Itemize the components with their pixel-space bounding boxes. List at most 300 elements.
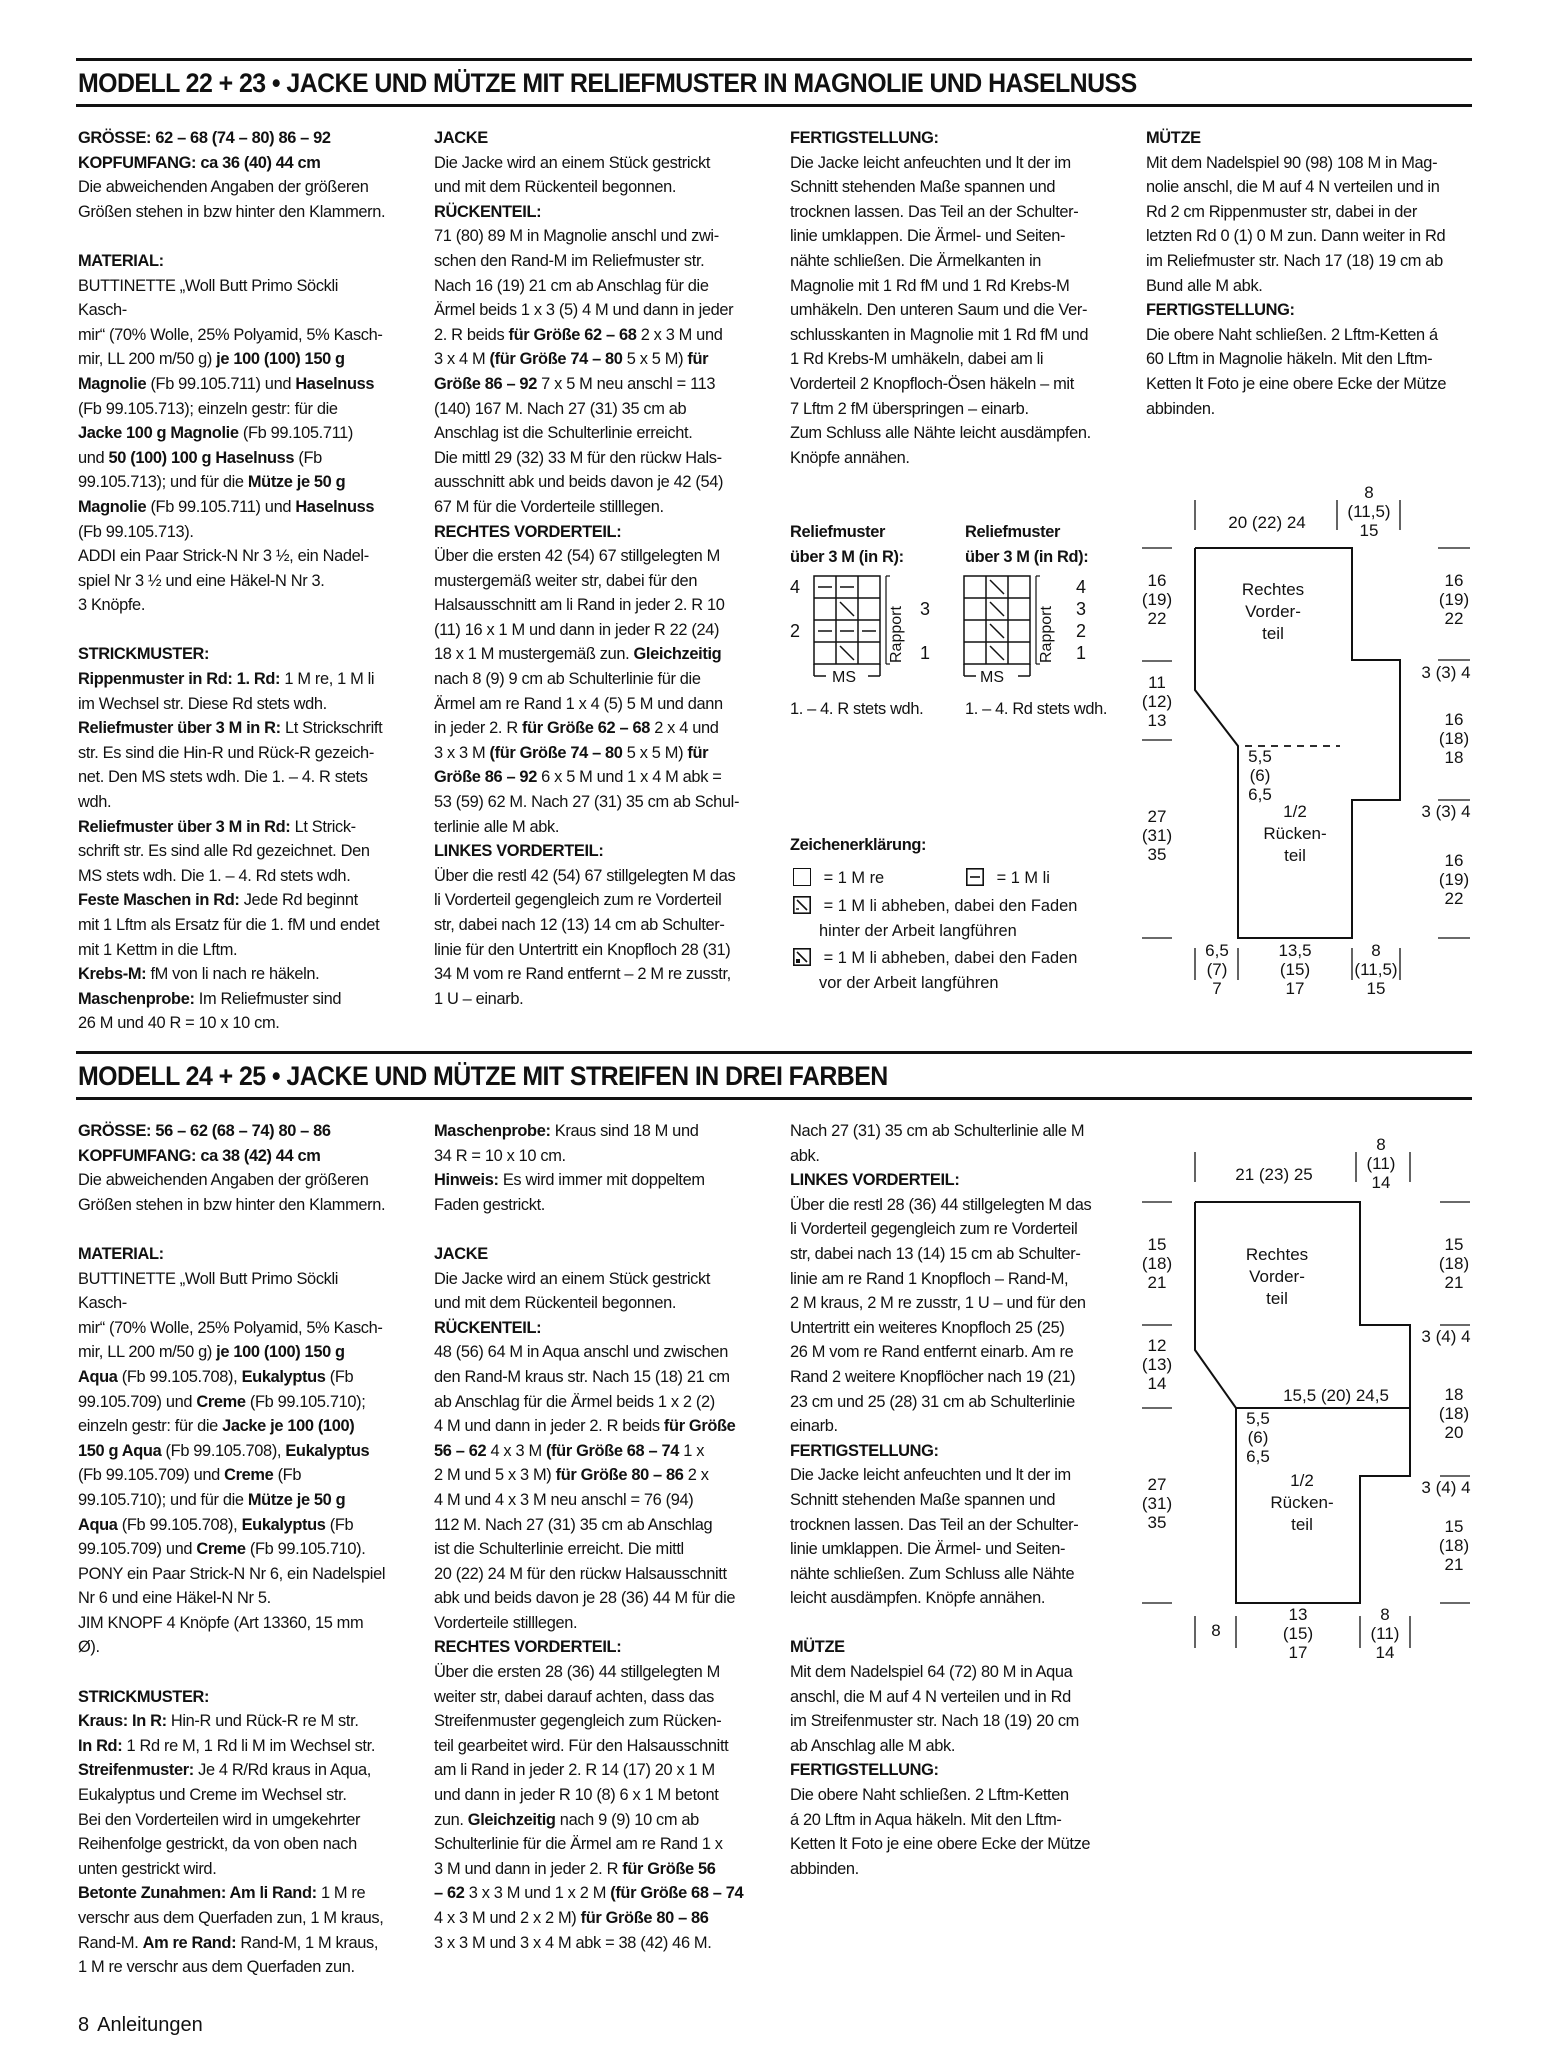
body-text: ADDI ein Paar Strick-N Nr 3 ½, ein Nadel-	[78, 547, 369, 566]
body-text: (Fb	[325, 1515, 354, 1534]
bold-text: Streifenmuster:	[78, 1761, 194, 1780]
text-line	[78, 1390, 388, 1415]
text-line	[434, 1660, 746, 1685]
text-line	[78, 1635, 388, 1660]
text-line	[78, 126, 388, 151]
body-text: nähte schließen. Die Ärmelkanten in	[790, 251, 1042, 270]
dim-bottom-2: 17	[1288, 1643, 1308, 1662]
dim-right-small-2: 3 (4) 4	[1421, 1478, 1471, 1497]
bold-text: für Größe	[663, 1417, 736, 1436]
body-text: Rand-M.	[78, 1933, 143, 1952]
text-line	[1146, 151, 1458, 176]
body-text: einarb.	[790, 1417, 838, 1436]
text-line	[78, 987, 388, 1012]
body-text: nolie anschl, die M auf 4 N verteilen und in	[1146, 178, 1440, 197]
text-line	[434, 913, 746, 938]
text-line	[790, 421, 1102, 446]
text-line	[434, 1144, 746, 1169]
legend-item-hinter	[793, 894, 1077, 943]
body-text: 7 Lftm 2 fM überspringen – einarb.	[790, 399, 1029, 418]
bold-text: Eukalyptus	[285, 1441, 370, 1460]
legend-title: Zeichenerklärung:	[790, 836, 927, 854]
body-text: 6 x 5 M und 1 x 4 M abk =	[536, 768, 722, 787]
dim-bottom-2: 17	[1285, 979, 1305, 998]
body-text: Rand-M, 1 M kraus,	[236, 1933, 379, 1952]
body-text: schen den Rand-M im Reliefmuster str.	[434, 251, 705, 270]
text-line	[434, 1931, 746, 1956]
text-line	[78, 1316, 388, 1341]
text-line	[78, 249, 388, 274]
body-text: schrift str. Es sind alle Rd gezeichnet. Den	[78, 842, 370, 861]
text-line	[790, 1365, 1102, 1390]
text-line	[434, 1635, 746, 1660]
text-line	[790, 249, 1102, 274]
body-text: ab Anschlag für die Ärmel beids 1 x 2 (2)	[434, 1392, 715, 1411]
bold-text: Rippenmuster in Rd: 1. Rd:	[78, 670, 281, 689]
text-line	[434, 1463, 746, 1488]
body-text: 34 M vom re Rand entfernt – 2 M re zusstr,	[434, 965, 731, 984]
text-line	[78, 913, 388, 938]
body-text: Hin-R und Rück-R re M str.	[166, 1712, 359, 1731]
text-line	[434, 1390, 746, 1415]
text-line	[434, 1513, 746, 1538]
text-line	[434, 1340, 746, 1365]
bold-text: Gleichzeitig	[633, 645, 722, 664]
body-text: Faden gestrickt.	[434, 1195, 546, 1214]
body-text: Magnolie mit 1 Rd fM und 1 Rd Krebs-M	[790, 276, 1070, 295]
text-line	[78, 1832, 388, 1857]
text-line	[790, 1857, 1102, 1882]
bold-text: JACKE	[434, 1244, 488, 1263]
back-piece-label: 1/2	[1290, 1471, 1314, 1490]
dim-left-1: 22	[1147, 609, 1167, 628]
column-jacke	[434, 1119, 746, 1955]
front-piece-label: Rechtes	[1241, 580, 1305, 599]
body-text: 53 (59) 62 M. Nach 27 (31) 35 cm ab Schul-	[434, 793, 740, 812]
body-text: 1 Rd Krebs-M umhäkeln, dabei am li	[790, 350, 1044, 369]
bold-text: MÜTZE	[790, 1638, 845, 1657]
body-text: Über die restl 42 (54) 67 stillgelegten M das	[434, 866, 736, 885]
column-linkes-vorderteil-muetze	[790, 1119, 1102, 1881]
bold-text: GRÖSSE: 56 – 62 (68 – 74) 80 – 86	[78, 1122, 331, 1140]
legend-item-li	[966, 868, 1050, 888]
dim-bottom-2: (15)	[1279, 960, 1311, 979]
text-line	[434, 1365, 746, 1390]
text-line	[434, 1193, 746, 1218]
text-line	[790, 1808, 1102, 1833]
body-text: 5 x 5 M)	[622, 350, 688, 369]
text-line	[78, 1193, 388, 1218]
bold-text: Reliefmuster über 3 M in R:	[78, 719, 281, 738]
bold-text: LINKES VORDERTEIL:	[790, 1171, 960, 1190]
text-line	[78, 1119, 388, 1144]
text-line	[434, 249, 746, 274]
text-line	[434, 1734, 746, 1759]
text-line	[78, 1734, 388, 1759]
body-text: teil gearbeitet wird. Für den Halsausschnitt	[434, 1736, 729, 1755]
dim-left-3: 27	[1147, 807, 1167, 826]
text-line	[1146, 323, 1458, 348]
bold-text: Größe 86 – 92	[434, 374, 537, 393]
back-piece-label: Rücken-	[1263, 824, 1327, 843]
bold-text: Am re Rand:	[142, 1933, 237, 1952]
dim-bottom-3: 8	[1380, 1605, 1390, 1624]
chart-title-line: über 3 M (in Rd):	[965, 547, 1089, 566]
text-line	[434, 741, 746, 766]
bold-text: Magnolie	[78, 374, 147, 393]
legend-item-vor	[793, 946, 1077, 995]
body-text: Ärmel beids 1 x 3 (5) 4 M und dann in jeder	[434, 301, 734, 320]
section-heading-modell-22-23: MODELL 22 + 23 • JACKE UND MÜTZE MIT RELIEFMUSTER IN MAGNOLIE UND HASELNUSS	[78, 68, 1137, 98]
body-text: 4 M und 4 x 3 M neu anschl = 76 (94)	[434, 1490, 694, 1509]
dim-left-3: 27	[1147, 1475, 1167, 1494]
top-rule	[76, 58, 1472, 61]
text-line	[1146, 372, 1458, 397]
body-text: Anschlag ist die Schulterlinie erreicht.	[434, 424, 693, 443]
chart1-rapport-label: Rapport	[888, 606, 905, 663]
text-line	[434, 987, 746, 1012]
bold-text: Aqua	[78, 1515, 118, 1534]
text-line	[78, 274, 388, 323]
footer-label: Anleitungen	[97, 2014, 203, 2036]
body-text: und mit dem Rückenteil begonnen.	[434, 178, 677, 197]
body-text: mir“ (70% Wolle, 25% Polyamid, 5% Kasch-	[78, 325, 383, 344]
dim-right-2: 20	[1444, 1423, 1464, 1442]
text-line	[434, 520, 746, 545]
text-line	[1146, 298, 1458, 323]
front-piece-label: Rechtes	[1245, 1245, 1309, 1264]
text-line	[78, 1857, 388, 1882]
page-number: 8	[78, 2014, 90, 2036]
body-text: 99.105.713); und für die	[78, 473, 248, 492]
dim-left-2: 12	[1147, 1336, 1167, 1355]
body-text: li Vorderteil gegengleich zum re Vorderteil	[790, 1220, 1078, 1239]
body-text: Schulterlinie für die Ärmel am re Rand 1 x	[434, 1835, 723, 1854]
body-text: im Wechsel str. Diese Rd stets wdh.	[78, 694, 327, 713]
text-line	[790, 1316, 1102, 1341]
bold-text: für Größe 80 – 86	[580, 1909, 709, 1927]
text-line	[434, 397, 746, 422]
text-line	[434, 1881, 746, 1906]
text-line	[790, 1390, 1102, 1415]
front-piece-label: teil	[1266, 1289, 1288, 1308]
text-line	[434, 274, 746, 299]
section-rule	[76, 1051, 1472, 1054]
body-text: Die Jacke wird an einem Stück gestrickt	[434, 153, 711, 172]
text-line	[434, 569, 746, 594]
dim-right-small-2: 3 (3) 4	[1421, 802, 1471, 821]
text-line	[434, 1562, 746, 1587]
body-text: JIM KNOPF 4 Knöpfe (Art 13360, 15 mm	[78, 1613, 364, 1632]
dim-top-right: 8	[1364, 483, 1374, 502]
column-fertigstellung	[790, 126, 1102, 470]
body-text: abbinden.	[790, 1859, 859, 1878]
text-line	[78, 569, 388, 594]
text-line	[1146, 175, 1458, 200]
text-line	[790, 175, 1102, 200]
body-text: (Fb 99.105.708),	[117, 1515, 242, 1534]
body-text: mir, LL 200 m/50 g)	[78, 350, 217, 369]
text-line	[790, 1119, 1102, 1144]
bold-text: je 100 (100) 150 g	[216, 350, 345, 369]
body-text: 3 Knöpfe.	[78, 596, 146, 615]
text-line	[78, 1144, 388, 1169]
dim-top-right: 14	[1371, 1173, 1391, 1192]
bold-text: (für Größe 68 – 74	[610, 1884, 744, 1903]
text-line	[790, 1217, 1102, 1242]
back-piece-label: teil	[1291, 1515, 1313, 1534]
dim-right-1: 16	[1444, 571, 1464, 590]
body-text: (Fb	[325, 1367, 354, 1386]
bold-text: Magnolie	[78, 497, 147, 516]
bold-text: STRICKMUSTER:	[78, 645, 210, 664]
body-text: Ketten lt Foto je eine obere Ecke der Mütze	[1146, 374, 1447, 393]
body-text: mit 1 Kettm in die Lftm.	[78, 940, 238, 959]
legend-text: = 1 M li abheben, dabei den Faden	[823, 897, 1078, 915]
dim-right-2: 16	[1444, 710, 1464, 729]
text-line	[790, 1586, 1102, 1611]
body-text: Bei den Vorderteilen wird in umgekehrter	[78, 1810, 361, 1829]
body-text: 26 M vom re Rand entfernt einarb. Am re	[790, 1343, 1074, 1362]
body-text: verschr aus dem Querfaden zun, 1 M kraus,	[78, 1909, 384, 1927]
body-text: Knöpfe annähen.	[790, 448, 910, 467]
body-text: 3 M und dann in jeder 2. R	[434, 1859, 623, 1878]
text-line	[78, 470, 388, 495]
body-text: (Fb 99.105.710);	[245, 1392, 366, 1411]
text-line	[790, 274, 1102, 299]
text-line	[434, 1685, 746, 1710]
body-text: li Vorderteil gegengleich zum re Vorderteil	[434, 891, 722, 910]
body-text: Es wird immer mit doppeltem	[498, 1171, 705, 1190]
back-piece-label: 1/2	[1283, 802, 1307, 821]
text-line	[434, 1267, 746, 1292]
bold-text: für Größe 56	[622, 1859, 716, 1878]
text-line	[78, 1537, 388, 1562]
text-line	[790, 1242, 1102, 1267]
body-text: Über die ersten 28 (36) 44 stillgelegten M	[434, 1663, 720, 1682]
chart2-grid	[964, 576, 1030, 676]
dim-bottom-1: 7	[1212, 979, 1222, 998]
bold-text: 56 – 62	[434, 1441, 487, 1460]
text-line	[790, 1709, 1102, 1734]
body-text: 4 M und dann in jeder 2. R beids	[434, 1417, 664, 1436]
chart2-row-number: 3	[1076, 599, 1087, 619]
dim-left-1: (18)	[1141, 1254, 1173, 1273]
dim-top-right: 8	[1376, 1135, 1386, 1154]
body-text: MS stets wdh. Die 1. – 4. Rd stets wdh.	[78, 866, 351, 885]
body-text: Ø).	[78, 1638, 100, 1657]
body-text: Reihenfolge gestrickt, da von oben nach	[78, 1835, 357, 1854]
dim-right-2: 18	[1444, 748, 1464, 767]
body-text: 112 M. Nach 27 (31) 35 cm ab Anschlag	[434, 1515, 713, 1534]
body-text: unten gestrickt wird.	[78, 1859, 217, 1878]
text-line	[78, 839, 388, 864]
body-text: mir, LL 200 m/50 g)	[78, 1343, 217, 1362]
bold-text: FERTIGSTELLUNG:	[790, 1441, 939, 1460]
text-line	[1146, 397, 1458, 422]
body-text: Über die restl 28 (36) 44 stillgelegten M das	[790, 1195, 1092, 1214]
text-line	[790, 1832, 1102, 1857]
legend-text: = 1 M li	[996, 869, 1050, 887]
body-text: BUTTINETTE „Woll Butt Primo Söckli Kasch-	[78, 276, 339, 320]
text-line	[434, 692, 746, 717]
body-text: 99.105.709) und	[78, 1392, 197, 1411]
bold-text: MATERIAL:	[78, 251, 164, 270]
text-line	[434, 716, 746, 741]
body-text: Lt Strick-	[290, 817, 356, 836]
body-text: Nr 6 und eine Häkel-N Nr 5.	[78, 1589, 271, 1608]
body-text: spiel Nr 3 ½ und eine Häkel-N Nr 3.	[78, 571, 325, 590]
front-piece-label: Vorder-	[1245, 602, 1301, 621]
body-text: 2 M und 5 x 3 M)	[434, 1466, 556, 1485]
body-text: und dann in jeder R 10 (8) 6 x 1 M betont	[434, 1786, 719, 1805]
bold-text: KOPFUMFANG: ca 38 (42) 44 cm	[78, 1146, 321, 1165]
body-text: 2 x 4 und	[650, 719, 719, 738]
bold-text: Eukalyptus	[241, 1515, 326, 1534]
text-line	[434, 495, 746, 520]
body-text: ist die Schulterlinie erreicht. Die mittl	[434, 1540, 684, 1559]
body-text: 99.105.709) und	[78, 1540, 197, 1559]
text-line	[78, 397, 388, 422]
chart1-row-number: 1	[920, 643, 931, 663]
bold-text: Hinweis:	[434, 1171, 499, 1190]
body-text: 60 Lftm in Magnolie häkeln. Mit den Lftm-	[1146, 350, 1433, 369]
body-text: (Fb 99.105.710).	[245, 1540, 366, 1559]
dim-right-2: (18)	[1438, 1404, 1470, 1423]
text-line	[78, 888, 388, 913]
body-text: 1 U – einarb.	[434, 989, 524, 1008]
body-text: Die Jacke leicht anfeuchten und lt der im	[790, 153, 1071, 172]
text-line	[434, 1119, 746, 1144]
bold-text: KOPFUMFANG: ca 36 (40) 44 cm	[78, 153, 321, 172]
body-text: (Fb 99.105.708),	[117, 1367, 242, 1386]
text-line	[434, 888, 746, 913]
dim-right-1: (18)	[1438, 1254, 1470, 1273]
text-line	[78, 1414, 388, 1439]
bold-text: (für Größe 68 – 74	[545, 1441, 680, 1460]
back-piece-label: teil	[1284, 846, 1306, 865]
dim-right-3: 21	[1444, 1555, 1464, 1574]
dim-right-2: 18	[1444, 1385, 1464, 1404]
body-text: Untertritt ein weiteres Knopfloch 25 (25)	[790, 1318, 1065, 1337]
chart1-ms-label: MS	[832, 669, 856, 686]
text-line	[78, 1562, 388, 1587]
body-text: Vorderteil 2 Knopfloch-Ösen häkeln – mit	[790, 374, 1074, 393]
text-line	[78, 224, 388, 249]
text-line	[790, 1267, 1102, 1292]
chart2-repeat-note: 1. – 4. Rd stets wdh.	[965, 700, 1108, 718]
body-text: 4 x 3 M und 2 x 2 M)	[434, 1909, 581, 1927]
text-line	[78, 1340, 388, 1365]
text-line	[434, 151, 746, 176]
bold-text: Aqua	[78, 1367, 118, 1386]
text-line	[434, 1242, 746, 1267]
text-line	[790, 1537, 1102, 1562]
body-text: 2 x	[683, 1466, 709, 1485]
body-text: wdh.	[78, 793, 112, 812]
body-text: weiter str, dabei darauf achten, dass das	[434, 1687, 714, 1706]
bold-text: Creme	[196, 1540, 246, 1559]
body-text: Die abweichenden Angaben der größeren	[78, 178, 369, 197]
dim-neck: (6)	[1249, 766, 1271, 785]
dim-right-1: 21	[1444, 1273, 1464, 1292]
bold-text: RECHTES VORDERTEIL:	[434, 1638, 622, 1657]
text-line	[790, 1513, 1102, 1538]
chart-title-line: Reliefmuster	[790, 523, 886, 541]
body-text: 3 x 3 M	[434, 743, 490, 762]
text-line	[78, 1513, 388, 1538]
chart-title-line: über 3 M (in R):	[790, 547, 904, 566]
text-line	[790, 126, 1102, 151]
body-text: Nach 27 (31) 35 cm ab Schulterlinie alle M	[790, 1122, 1085, 1140]
column-jacke	[434, 126, 746, 1011]
body-text: 1 Rd re M, 1 Rd li M im Wechsel str.	[122, 1736, 376, 1755]
chart2-row-number: 1	[1076, 643, 1087, 663]
dim-top: 21 (23) 25	[1235, 1165, 1313, 1184]
text-line	[78, 1906, 388, 1931]
chart2-row-number: 4	[1076, 577, 1087, 597]
text-line	[1146, 274, 1458, 299]
bold-text: je 100 (100) 150 g	[216, 1343, 345, 1362]
text-line	[78, 520, 388, 545]
legend-text: hinter der Arbeit langführen	[819, 921, 1017, 940]
body-text: Eukalyptus und Creme im Wechsel str.	[78, 1786, 347, 1805]
body-text: 71 (80) 89 M in Magnolie anschl und zwi-	[434, 227, 719, 246]
text-line	[434, 1832, 746, 1857]
text-line	[434, 1586, 746, 1611]
body-text: 1 M re verschr aus dem Querfaden zun.	[78, 1958, 355, 1977]
text-line	[78, 1931, 388, 1956]
text-line	[434, 765, 746, 790]
dim-right-1: 22	[1444, 609, 1464, 628]
body-text: einzeln gestr: für die	[78, 1417, 223, 1436]
body-text: zun.	[434, 1810, 468, 1829]
slash-square-icon	[793, 896, 811, 914]
legend-text: = 1 M li abheben, dabei den Faden	[823, 949, 1078, 967]
bold-text: Creme	[224, 1466, 274, 1485]
text-line	[790, 1734, 1102, 1759]
text-line	[434, 347, 746, 372]
dim-bottom-2: (15)	[1282, 1624, 1314, 1643]
body-text: (Fb	[294, 448, 322, 467]
body-text: (Fb 99.105.711) und	[146, 497, 296, 516]
text-line	[434, 1316, 746, 1341]
bold-text: Jacke je 100 (100)	[222, 1417, 355, 1436]
bold-text: Haselnuss	[295, 497, 375, 516]
text-line	[790, 347, 1102, 372]
body-text: (Fb 99.105.711)	[238, 424, 354, 443]
text-line	[78, 446, 388, 471]
body-text: Kraus sind 18 M und	[550, 1122, 699, 1140]
text-line	[78, 347, 388, 372]
body-text: 67 M für die Vorderteile stilllegen.	[434, 497, 664, 516]
front-piece-label: Vorder-	[1249, 1267, 1305, 1286]
body-text: 4 x 3 M	[486, 1441, 546, 1460]
body-text: Die mittl 29 (32) 33 M für den rückw Hals-	[434, 448, 722, 467]
body-text: Nach 16 (19) 21 cm ab Anschlag für die	[434, 276, 709, 295]
dim-right-small-1: 3 (4) 4	[1421, 1327, 1471, 1346]
slash-dot-square-icon	[793, 948, 811, 966]
text-line	[434, 1906, 746, 1931]
body-text: (Fb	[273, 1466, 302, 1485]
body-text: abk.	[790, 1146, 820, 1165]
body-text: 23 cm und 25 (28) 31 cm ab Schulterlinie	[790, 1392, 1075, 1411]
body-text: Die Jacke wird an einem Stück gestrickt	[434, 1269, 711, 1288]
text-line	[78, 1217, 388, 1242]
body-text: Je 4 R/Rd kraus in Aqua,	[193, 1761, 371, 1780]
body-text: (Fb 99.105.713); einzeln gestr: für die	[78, 399, 338, 418]
dim-neck: 5,5	[1248, 747, 1272, 766]
